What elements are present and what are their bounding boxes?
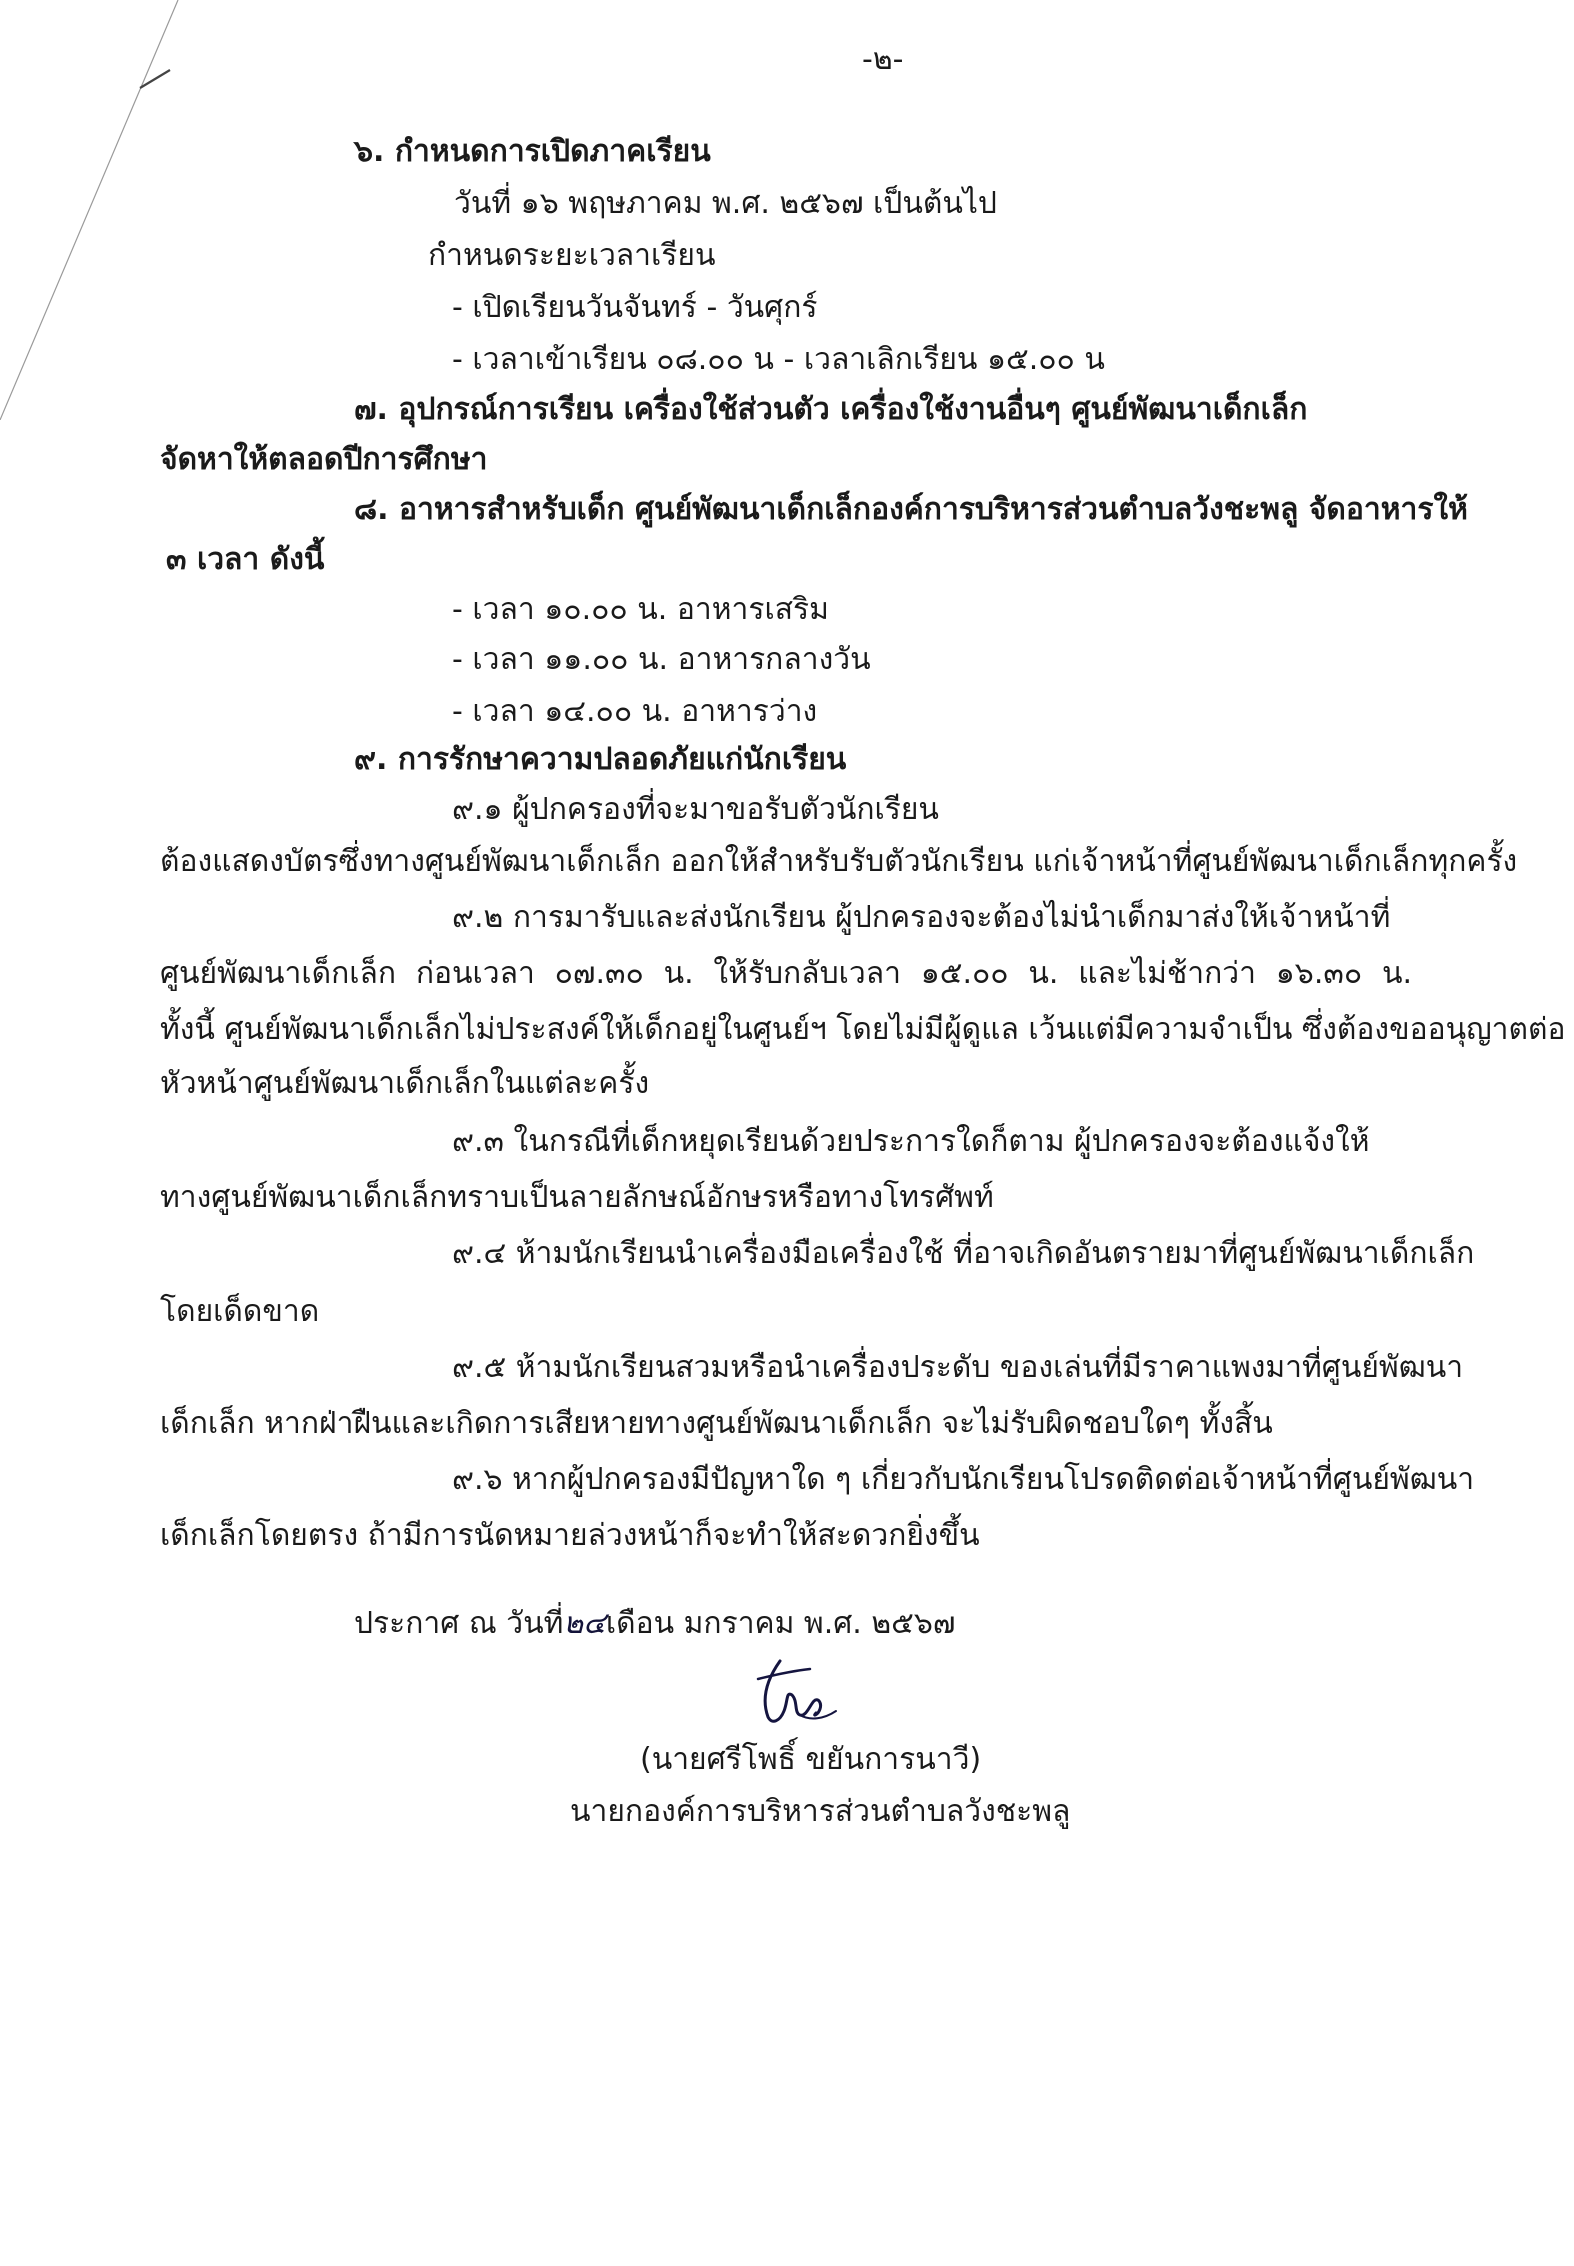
signer-title: นายกองค์การบริหารส่วนตำบลวังชะพลู (570, 1794, 1071, 1829)
section-6-date: วันที่ ๑๖ พฤษภาคม พ.ศ. ๒๕๖๗ เป็นต้นไป (454, 186, 997, 221)
section-9-2-line-1: ๙.๒ การมารับและส่งนักเรียน ผู้ปกครองจะต้องไม่นำเด็กมาส่งให้เจ้าหน้าที่ (452, 900, 1391, 935)
section-8-line-1: ๘. อาหารสำหรับเด็ก ศูนย์พัฒนาเด็กเล็กองค์การบริหารส่วนตำบลวังชะพลู จัดอาหารให้ (354, 492, 1468, 527)
meal-item-lunch: - เวลา ๑๑.๐๐ น. อาหารกลางวัน (452, 642, 871, 677)
section-9-5-line-2: เด็กเล็ก หากฝ่าฝืนและเกิดการเสียหายทางศูนย์พัฒนาเด็กเล็ก จะไม่รับผิดชอบใดๆ ทั้งสิ้น (160, 1406, 1273, 1441)
meal-item-snack-afternoon: - เวลา ๑๔.๐๐ น. อาหารว่าง (452, 694, 818, 729)
section-9-6-line-2: เด็กเล็กโดยตรง ถ้ามีการนัดหมายล่วงหน้าก็จะทำให้สะดวกยิ่งขึ้น (160, 1518, 980, 1553)
announcement-date (354, 1604, 955, 1644)
section-9-2-line-3: ทั้งนี้ ศูนย์พัฒนาเด็กเล็กไม่ประสงค์ให้เด็กอยู่ในศูนย์ฯ โดยไม่มีผู้ดูแล เว้นแต่มีความจำเป็น ซึ่งต้องขออนุญาตต่อ (160, 1012, 1566, 1047)
meal-item-snack-morning: - เวลา ๑๐.๐๐ น. อาหารเสริม (452, 592, 829, 627)
section-9-3-line-1: ๙.๓ ในกรณีที่เด็กหยุดเรียนด้วยประการใดก็ตาม ผู้ปกครองจะต้องแจ้งให้ (452, 1124, 1370, 1159)
section-9-6-line-1: ๙.๖ หากผู้ปกครองมีปัญหาใด ๆ เกี่ยวกับนักเรียนโปรดติดต่อเจ้าหน้าที่ศูนย์พัฒนา (452, 1462, 1475, 1497)
section-6-item-hours: - เวลาเข้าเรียน ๐๘.๐๐ น - เวลาเลิกเรียน ๑๕.๐๐ น (452, 342, 1105, 377)
section-9-1-line-2: ต้องแสดงบัตรซึ่งทางศูนย์พัฒนาเด็กเล็ก ออกให้สำหรับรับตัวนักเรียน แก่เจ้าหน้าที่ศูนย์พัฒนาเด็กเล็กทุกครั้ง (160, 844, 1518, 879)
announcement-prefix: ประกาศ ณ วันที่ (354, 1606, 564, 1641)
section-9-4-line-2: โดยเด็ดขาด (160, 1294, 320, 1329)
section-9-2-line-4: หัวหน้าศูนย์พัฒนาเด็กเล็กในแต่ละครั้ง (160, 1066, 650, 1101)
announcement-suffix: เดือน มกราคม พ.ศ. ๒๕๖๗ (605, 1606, 956, 1641)
announcement-day: ๒๔ (563, 1606, 606, 1641)
paper-crease-mark (0, 0, 200, 420)
section-9-4-line-1: ๙.๔ ห้ามนักเรียนนำเครื่องมือเครื่องใช้ ที่อาจเกิดอันตรายมาที่ศูนย์พัฒนาเด็กเล็ก (452, 1236, 1475, 1271)
section-6-heading: ๖. กำหนดการเปิดภาคเรียน (354, 134, 711, 169)
section-6-item-days: - เปิดเรียนวันจันทร์ - วันศุกร์ (452, 290, 818, 325)
section-8-line-2: ๓ เวลา ดังนี้ (166, 542, 325, 577)
signature-mark (740, 1655, 850, 1735)
section-9-heading: ๙. การรักษาความปลอดภัยแก่นักเรียน (354, 742, 847, 777)
section-6-period-label: กำหนดระยะเวลาเรียน (428, 238, 716, 273)
section-9-1-line-1: ๙.๑ ผู้ปกครองที่จะมาขอรับตัวนักเรียน (452, 792, 939, 827)
section-7-line-2: จัดหาให้ตลอดปีการศึกษา (160, 442, 488, 477)
page-number: -๒- (862, 42, 904, 77)
section-9-2-line-2: ศูนย์พัฒนาเด็กเล็ก ก่อนเวลา ๐๗.๓๐ น. ให้รับกลับเวลา ๑๕.๐๐ น. และไม่ช้ากว่า ๑๖.๓๐ น. (160, 956, 1412, 991)
section-9-3-line-2: ทางศูนย์พัฒนาเด็กเล็กทราบเป็นลายลักษณ์อักษรหรือทางโทรศัพท์ (160, 1180, 994, 1215)
signer-name: (นายศรีโพธิ์ ขยันการนาวี) (640, 1742, 982, 1777)
section-9-5-line-1: ๙.๕ ห้ามนักเรียนสวมหรือนำเครื่องประดับ ของเล่นที่มีราคาแพงมาที่ศูนย์พัฒนา (452, 1350, 1464, 1385)
section-7-line-1: ๗. อุปกรณ์การเรียน เครื่องใช้ส่วนตัว เครื่องใช้งานอื่นๆ ศูนย์พัฒนาเด็กเล็ก (354, 392, 1308, 427)
